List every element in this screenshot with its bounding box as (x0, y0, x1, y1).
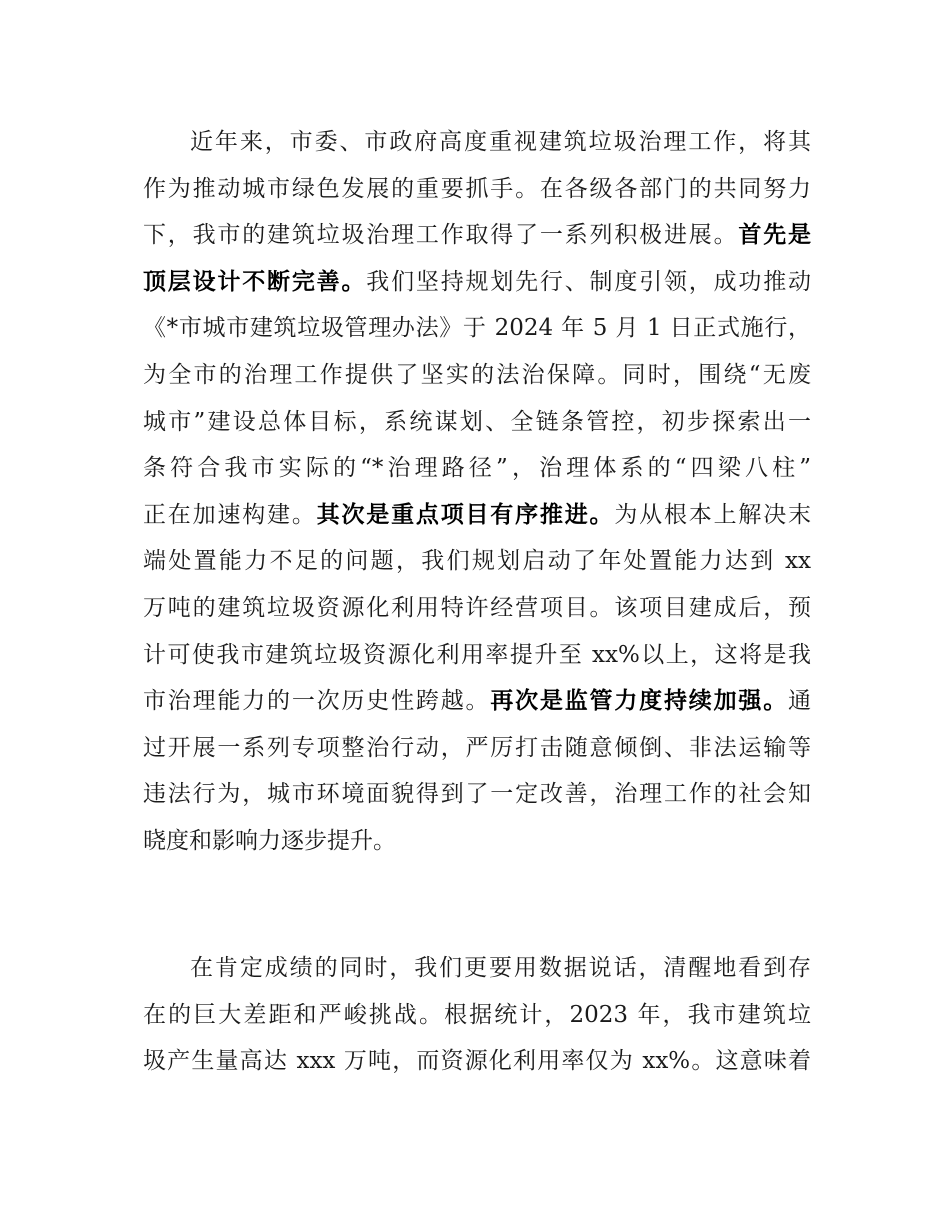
text-line (143, 448, 811, 488)
bold-heading-text: 顶层设计不断完善。 (143, 268, 367, 295)
bold-heading-text: 其次是重点项目有序推进。 (316, 501, 615, 528)
text-line (143, 355, 811, 395)
text-line (143, 995, 811, 1035)
body-text: 《*市城市建筑垃圾管理办法》于 2024 年 5 月 1 日正式施行， (143, 315, 811, 342)
body-text: 在肯定成绩的同时，我们更要用数据说话，清醒地看到存 (190, 955, 811, 981)
body-text: 违法行为，城市环境面貌得到了一定改善，治理工作的社会知 (143, 781, 811, 808)
text-line (190, 122, 811, 162)
body-text: 近年来，市委、市政府高度重视建筑垃圾治理工作，将其 (190, 129, 811, 155)
body-text: 市治理能力的一次历史性跨越。 (143, 688, 491, 715)
text-line (143, 1041, 811, 1081)
text-line (143, 541, 811, 581)
text-line (143, 169, 811, 209)
text-line (143, 262, 811, 302)
text-line (143, 402, 811, 442)
body-text: 城市”建设总体目标，系统谋划、全链条管控，初步探索出一 (143, 408, 811, 435)
bold-heading-text: 再次是监管力度持续加强。 (490, 688, 789, 715)
text-line (143, 774, 811, 814)
body-text: 圾产生量高达 xxx 万吨，而资源化利用率仅为 xx%。这意味着 (143, 1048, 811, 1075)
text-line (143, 728, 811, 768)
text-line (143, 215, 811, 255)
body-text: 通 (788, 688, 811, 715)
body-text: 在的巨大差距和严峻挑战。根据统计，2023 年，我市建筑垃 (143, 1001, 811, 1028)
text-line (143, 635, 811, 675)
body-text: 正在加速构建。 (143, 501, 317, 528)
text-line (143, 821, 811, 861)
text-line (143, 588, 811, 628)
body-text: 为全市的治理工作提供了坚实的法治保障。同时，围绕“无废 (143, 362, 811, 388)
text-line (143, 681, 811, 721)
body-text: 万吨的建筑垃圾资源化利用特许经营项目。该项目建成后，预 (143, 595, 811, 621)
bold-heading-text: 首先是 (738, 222, 811, 249)
text-line (190, 948, 811, 988)
body-text: 我们坚持规划先行、制度引领，成功推动 (366, 268, 811, 295)
body-text: 条符合我市实际的“*治理路径”，治理体系的“四梁八柱” (143, 455, 811, 482)
text-line (143, 495, 811, 535)
text-line (143, 308, 811, 348)
body-text: 端处置能力不足的问题，我们规划启动了年处置能力达到 xx (143, 548, 811, 575)
body-text: 作为推动城市绿色发展的重要抓手。在各级各部门的共同努力 (143, 175, 811, 202)
body-text: 过开展一系列专项整治行动，严厉打击随意倾倒、非法运输等 (143, 734, 811, 761)
body-text: 晓度和影响力逐步提升。 (143, 828, 396, 854)
body-text: 计可使我市建筑垃圾资源化利用率提升至 xx%以上，这将是我 (143, 641, 811, 668)
body-text: 下，我市的建筑垃圾治理工作取得了一系列积极进展。 (143, 222, 739, 249)
body-text: 为从根本上解决末 (614, 501, 811, 528)
